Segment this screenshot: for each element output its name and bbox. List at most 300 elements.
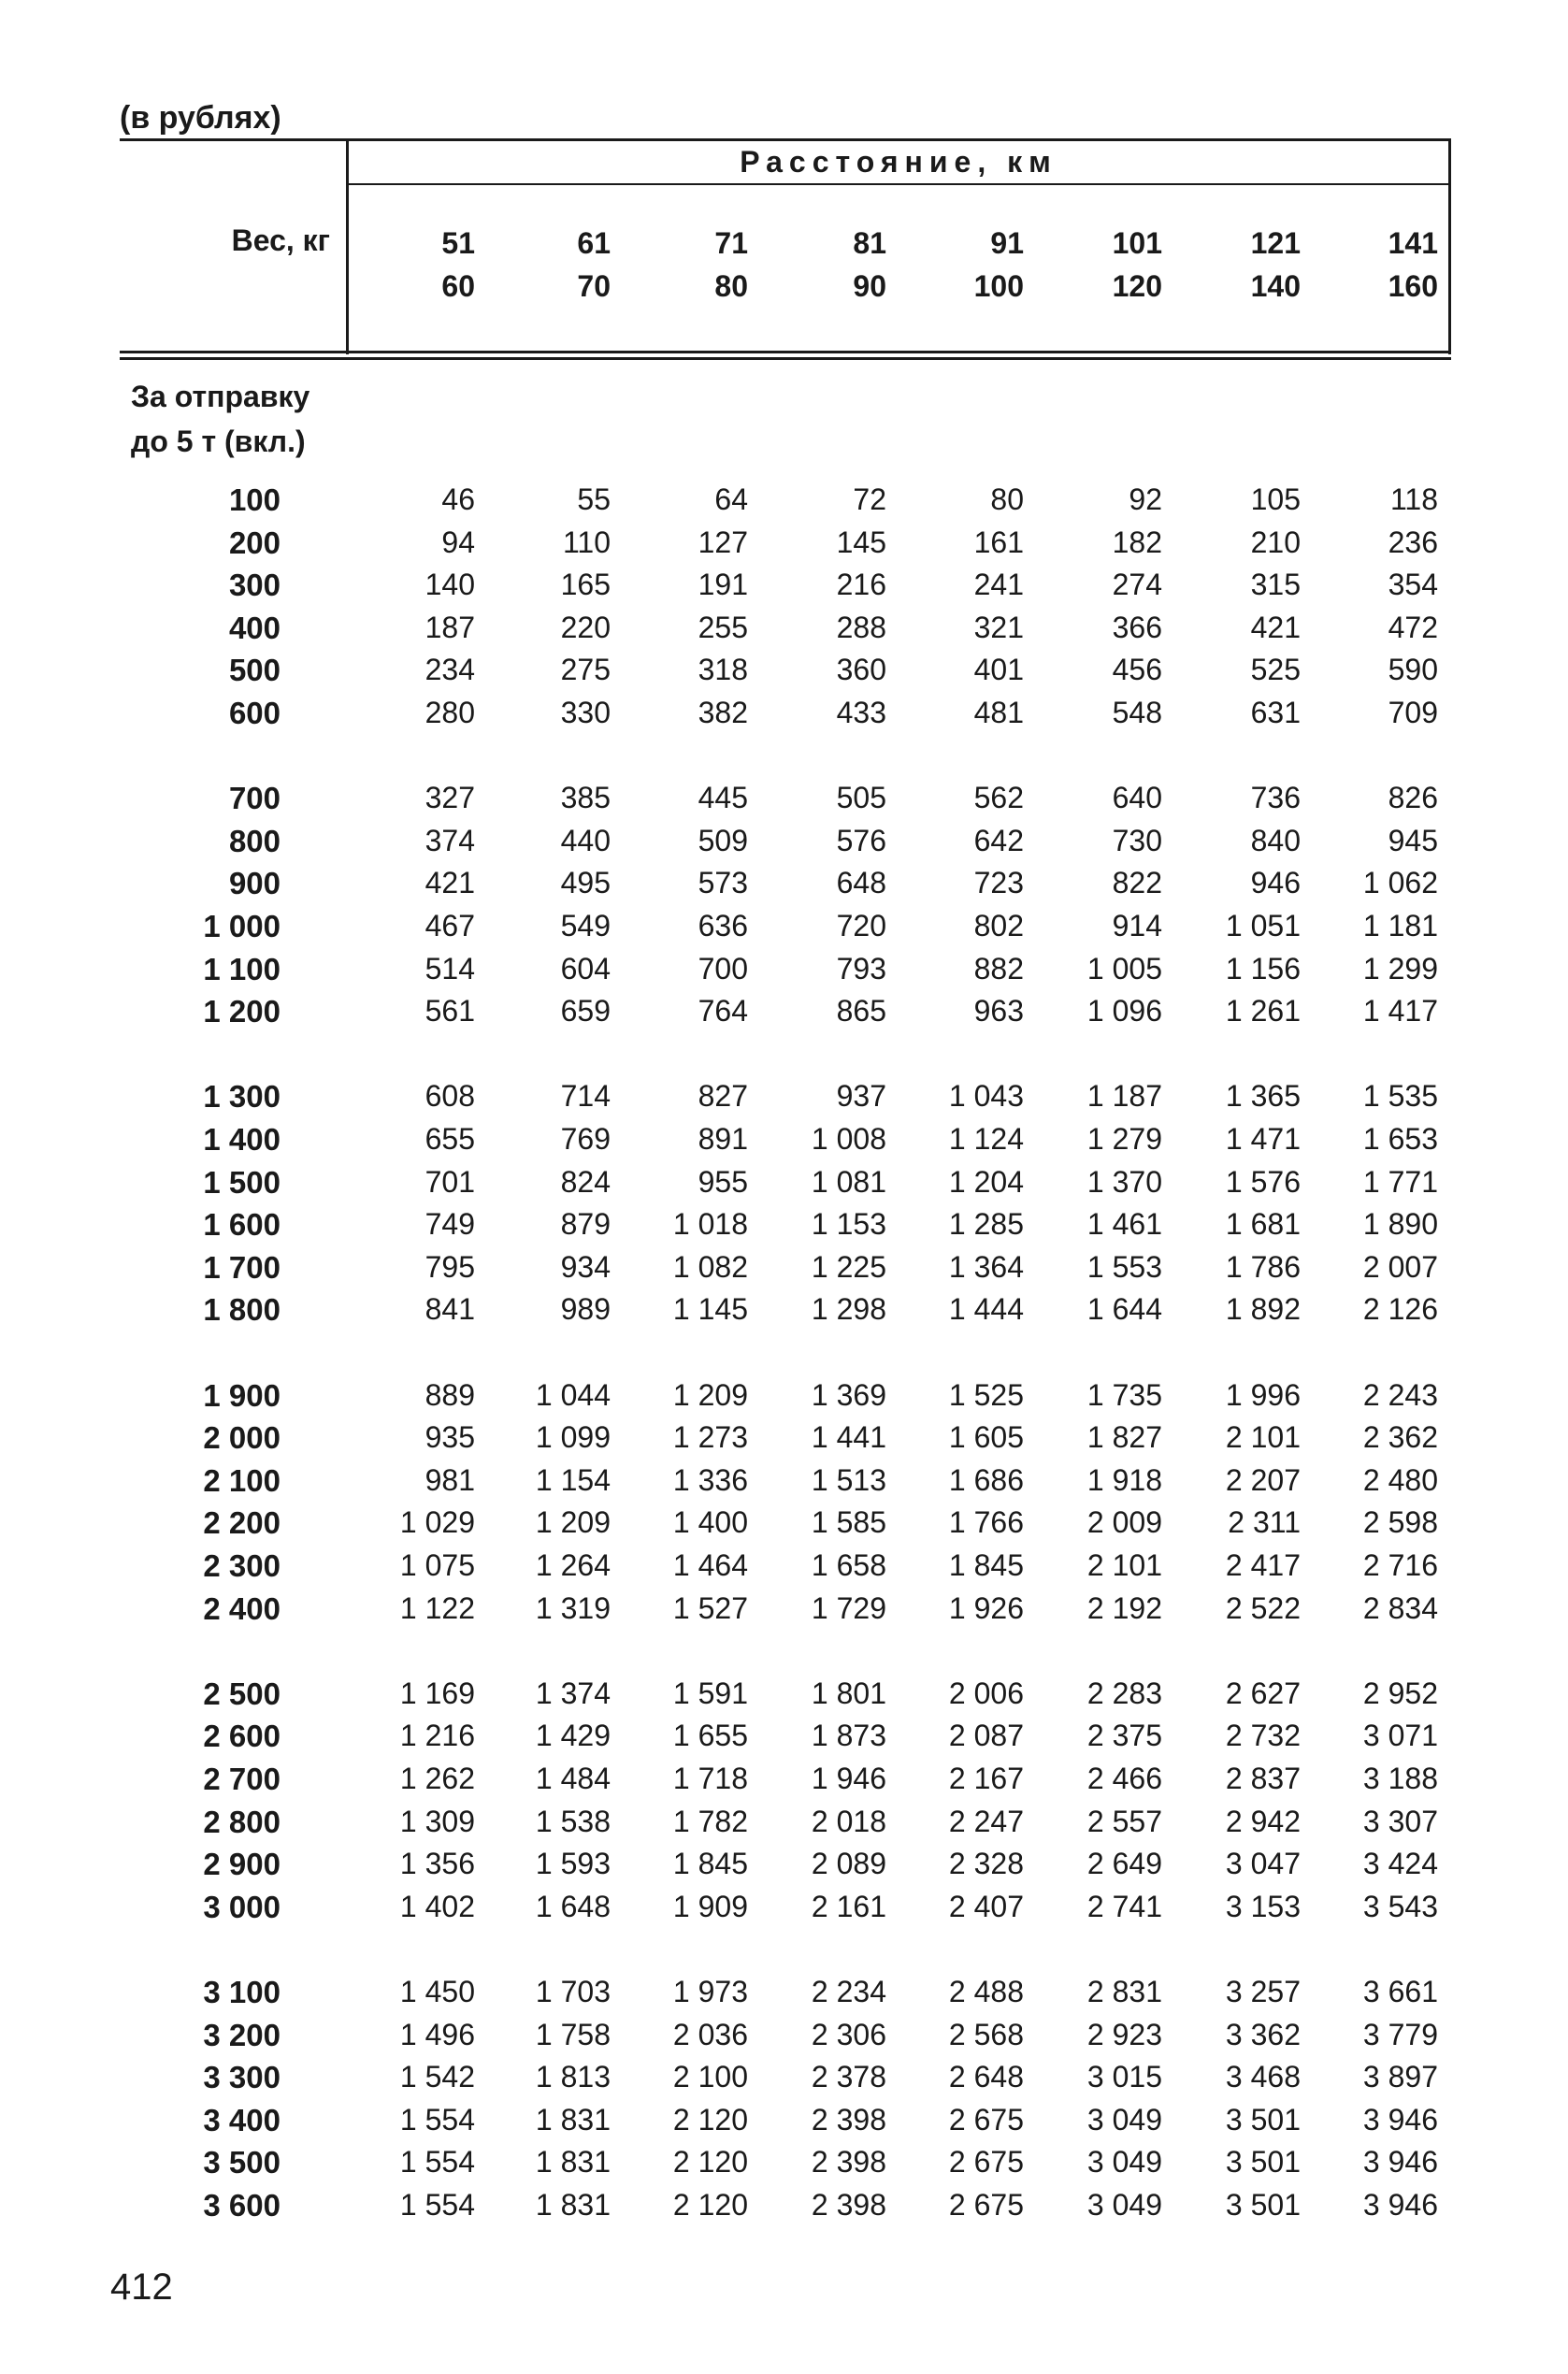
price-cell: 1 299 <box>1362 951 1438 986</box>
price-cell: 1 216 <box>399 1719 475 1753</box>
price-cell: 234 <box>424 653 475 687</box>
price-cell: 1 081 <box>811 1164 886 1199</box>
range-to: 120 <box>1112 269 1162 303</box>
price-cell: 421 <box>1250 610 1301 644</box>
price-cell: 2 923 <box>1086 2017 1162 2051</box>
price-cell: 3 049 <box>1086 2102 1162 2137</box>
price-cell: 1 169 <box>399 1676 475 1710</box>
range-from: 71 <box>714 226 748 260</box>
price-cell: 1 429 <box>535 1719 611 1753</box>
price-cell: 1 703 <box>535 1975 611 2008</box>
price-cell: 2 311 <box>1228 1505 1301 1540</box>
price-cell: 1 890 <box>1362 1207 1438 1242</box>
range-to: 140 <box>1250 269 1301 303</box>
weight-cell: 2 700 <box>203 1762 281 1796</box>
price-cell: 1 225 <box>811 1249 886 1284</box>
price-cell: 1 813 <box>535 2060 611 2094</box>
weight-cell: 2 500 <box>203 1676 281 1711</box>
price-cell: 2 834 <box>1362 1590 1438 1625</box>
price-cell: 1 996 <box>1225 1377 1301 1412</box>
price-cell: 826 <box>1388 781 1438 815</box>
weight-cell: 1 100 <box>203 951 281 986</box>
price-cell: 2 375 <box>1086 1719 1162 1753</box>
price-cell: 2 126 <box>1362 1292 1438 1327</box>
price-cell: 182 <box>1112 525 1162 559</box>
price-cell: 3 501 <box>1225 2188 1301 2222</box>
price-cell: 1 402 <box>399 1889 475 1923</box>
price-cell: 3 946 <box>1362 2102 1438 2137</box>
weight-cell: 600 <box>228 696 281 730</box>
price-cell: 2 675 <box>948 2102 1024 2137</box>
weight-cell: 3 600 <box>203 2188 281 2223</box>
price-cell: 655 <box>424 1122 475 1156</box>
price-cell: 1 204 <box>948 1164 1024 1199</box>
section-label-line2: до 5 т (вкл.) <box>131 424 306 458</box>
weight-cell: 1 000 <box>203 909 281 943</box>
price-cell: 2 398 <box>811 2102 886 2137</box>
weight-cell: 1 600 <box>203 1207 281 1243</box>
price-cell: 2 192 <box>1086 1590 1162 1625</box>
price-cell: 824 <box>560 1164 611 1199</box>
price-cell: 1 156 <box>1225 951 1301 986</box>
weight-cell: 900 <box>228 866 281 901</box>
distance-range-header <box>645 222 748 308</box>
price-cell: 3 946 <box>1362 2188 1438 2222</box>
price-cell: 1 075 <box>399 1548 475 1582</box>
price-cell: 1 187 <box>1086 1079 1162 1114</box>
distance-title-rule <box>346 183 1451 185</box>
price-cell: 1 729 <box>811 1590 886 1625</box>
price-cell: 2 675 <box>948 2145 1024 2180</box>
weight-cell: 200 <box>228 525 281 560</box>
distance-range-header <box>921 222 1024 308</box>
price-cell: 280 <box>424 696 475 729</box>
price-cell: 3 424 <box>1362 1847 1438 1881</box>
price-cell: 2 243 <box>1362 1377 1438 1412</box>
price-cell: 891 <box>698 1122 748 1156</box>
price-cell: 2 398 <box>811 2145 886 2180</box>
price-cell: 1 062 <box>1362 866 1438 900</box>
price-cell: 366 <box>1112 610 1162 644</box>
price-cell: 2 087 <box>948 1719 1024 1753</box>
price-cell: 191 <box>698 568 748 602</box>
weight-cell: 2 400 <box>203 1590 281 1626</box>
price-cell: 3 049 <box>1086 2188 1162 2222</box>
price-cell: 1 593 <box>535 1847 611 1881</box>
weight-cell: 2 000 <box>203 1420 281 1456</box>
weight-cell: 400 <box>228 610 281 645</box>
price-cell: 2 306 <box>811 2017 886 2051</box>
price-cell: 2 732 <box>1225 1719 1301 1753</box>
range-to: 90 <box>853 269 886 303</box>
price-cell: 709 <box>1388 696 1438 729</box>
price-cell: 1 285 <box>948 1207 1024 1242</box>
price-cell: 3 946 <box>1362 2145 1438 2180</box>
price-cell: 1 845 <box>672 1847 748 1881</box>
weight-cell: 2 800 <box>203 1804 281 1839</box>
price-cell: 315 <box>1250 568 1301 602</box>
price-cell: 1 605 <box>948 1420 1024 1455</box>
price-cell: 955 <box>698 1164 748 1199</box>
weight-cell: 1 500 <box>203 1164 281 1200</box>
price-cell: 1 444 <box>948 1292 1024 1327</box>
price-cell: 1 029 <box>399 1505 475 1540</box>
weight-cell: 2 100 <box>203 1462 281 1498</box>
price-cell: 1 374 <box>535 1676 611 1710</box>
price-cell: 421 <box>424 866 475 900</box>
price-cell: 736 <box>1250 781 1301 815</box>
price-cell: 1 124 <box>948 1122 1024 1156</box>
price-cell: 1 554 <box>399 2102 475 2137</box>
distance-range-header <box>1198 222 1301 308</box>
price-cell: 2 417 <box>1225 1548 1301 1582</box>
price-cell: 64 <box>714 482 748 516</box>
weight-cell: 3 300 <box>203 2060 281 2095</box>
price-cell: 1 827 <box>1086 1420 1162 1455</box>
price-cell: 1 535 <box>1362 1079 1438 1114</box>
price-cell: 55 <box>577 482 611 516</box>
distance-range-header <box>784 222 886 308</box>
price-cell: 822 <box>1112 866 1162 900</box>
price-cell: 165 <box>560 568 611 602</box>
price-cell: 1 309 <box>399 1804 475 1838</box>
price-cell: 467 <box>424 909 475 942</box>
header-right-border <box>1448 141 1451 354</box>
price-cell: 2 100 <box>672 2060 748 2094</box>
price-cell: 723 <box>973 866 1024 900</box>
price-cell: 1 831 <box>535 2102 611 2137</box>
price-cell: 981 <box>424 1462 475 1497</box>
price-cell: 2 120 <box>672 2188 748 2222</box>
price-cell: 590 <box>1388 653 1438 687</box>
price-cell: 2 207 <box>1225 1462 1301 1497</box>
weight-cell: 300 <box>228 568 281 603</box>
price-cell: 640 <box>1112 781 1162 815</box>
price-cell: 3 047 <box>1225 1847 1301 1881</box>
price-cell: 2 952 <box>1362 1676 1438 1710</box>
price-cell: 963 <box>973 994 1024 1029</box>
price-cell: 2 018 <box>811 1804 886 1838</box>
price-cell: 1 018 <box>672 1207 748 1242</box>
price-cell: 1 681 <box>1225 1207 1301 1242</box>
header-bottom-rule <box>120 351 1451 353</box>
price-cell: 1 461 <box>1086 1207 1162 1242</box>
price-cell: 1 043 <box>948 1079 1024 1114</box>
page-number: 412 <box>110 2266 173 2308</box>
price-cell: 187 <box>424 610 475 644</box>
section-label-line1: За отправку <box>131 380 310 413</box>
weight-cell: 2 600 <box>203 1719 281 1754</box>
price-cell: 2 328 <box>948 1847 1024 1881</box>
table-header <box>120 138 1451 362</box>
price-cell: 769 <box>560 1122 611 1156</box>
price-cell: 1 554 <box>399 2188 475 2222</box>
price-cell: 3 468 <box>1225 2060 1301 2094</box>
price-cell: 1 735 <box>1086 1377 1162 1412</box>
price-cell: 2 675 <box>948 2188 1024 2222</box>
price-cell: 94 <box>441 525 475 559</box>
price-cell: 720 <box>836 909 886 942</box>
price-cell: 2 522 <box>1225 1590 1301 1625</box>
price-cell: 1 181 <box>1362 909 1438 942</box>
range-from: 101 <box>1112 226 1162 260</box>
price-cell: 1 973 <box>672 1975 748 2008</box>
price-cell: 1 365 <box>1225 1079 1301 1114</box>
price-cell: 327 <box>424 781 475 815</box>
price-cell: 3 501 <box>1225 2145 1301 2180</box>
range-to: 80 <box>714 269 748 303</box>
price-cell: 827 <box>698 1079 748 1114</box>
price-cell: 1 145 <box>672 1292 748 1327</box>
price-cell: 1 370 <box>1086 1164 1162 1199</box>
price-cell: 3 897 <box>1362 2060 1438 2094</box>
range-to: 70 <box>577 269 611 303</box>
price-cell: 1 782 <box>672 1804 748 1838</box>
price-cell: 1 644 <box>1086 1292 1162 1327</box>
price-cell: 1 082 <box>672 1249 748 1284</box>
price-cell: 472 <box>1388 610 1438 644</box>
price-cell: 1 099 <box>535 1420 611 1455</box>
price-cell: 1 527 <box>672 1590 748 1625</box>
price-cell: 1 450 <box>399 1975 475 2008</box>
price-cell: 385 <box>560 781 611 815</box>
weight-cell: 1 700 <box>203 1249 281 1285</box>
range-from: 81 <box>853 226 886 260</box>
price-cell: 255 <box>698 610 748 644</box>
price-cell: 1 653 <box>1362 1122 1438 1156</box>
weight-cell: 1 900 <box>203 1377 281 1413</box>
header-bottom-rule-2 <box>120 357 1451 360</box>
price-cell: 1 264 <box>535 1548 611 1582</box>
price-cell: 3 501 <box>1225 2102 1301 2137</box>
price-cell: 80 <box>990 482 1024 516</box>
price-cell: 2 120 <box>672 2102 748 2137</box>
price-cell: 118 <box>1389 482 1438 516</box>
price-cell: 1 096 <box>1086 994 1162 1029</box>
price-cell: 914 <box>1112 909 1162 942</box>
price-cell: 1 153 <box>811 1207 886 1242</box>
price-cell: 2 831 <box>1086 1975 1162 2008</box>
range-from: 121 <box>1250 226 1301 260</box>
price-cell: 360 <box>836 653 886 687</box>
section-label <box>131 374 309 464</box>
price-cell: 2 101 <box>1225 1420 1301 1455</box>
price-cell: 2 942 <box>1225 1804 1301 1838</box>
price-cell: 210 <box>1250 525 1301 559</box>
price-cell: 241 <box>973 568 1024 602</box>
price-cell: 2 648 <box>948 2060 1024 2094</box>
price-cell: 576 <box>836 823 886 857</box>
price-cell: 433 <box>836 696 886 729</box>
price-cell: 2 378 <box>811 2060 886 2094</box>
price-cell: 1 464 <box>672 1548 748 1582</box>
price-cell: 1 209 <box>535 1505 611 1540</box>
weight-cell: 1 400 <box>203 1122 281 1157</box>
price-cell: 1 400 <box>672 1505 748 1540</box>
price-cell: 1 658 <box>811 1548 886 1582</box>
price-cell: 714 <box>560 1079 611 1114</box>
weight-cell: 1 800 <box>203 1292 281 1328</box>
price-cell: 1 801 <box>811 1676 886 1710</box>
price-cell: 935 <box>424 1420 475 1455</box>
weight-cell: 3 000 <box>203 1889 281 1924</box>
price-cell: 401 <box>973 653 1024 687</box>
price-cell: 802 <box>973 909 1024 942</box>
price-cell: 2 488 <box>948 1975 1024 2008</box>
price-cell: 216 <box>836 568 886 602</box>
price-cell: 1 298 <box>811 1292 886 1327</box>
price-cell: 1 513 <box>811 1462 886 1497</box>
price-cell: 642 <box>973 823 1024 857</box>
weight-cell: 500 <box>228 653 281 688</box>
price-cell: 841 <box>424 1292 475 1327</box>
price-cell: 1 918 <box>1086 1462 1162 1497</box>
price-cell: 2 837 <box>1225 1762 1301 1795</box>
price-cell: 481 <box>973 696 1024 729</box>
price-cell: 374 <box>424 823 475 857</box>
weight-cell: 3 100 <box>203 1975 281 2009</box>
price-cell: 1 279 <box>1086 1122 1162 1156</box>
weight-cell: 2 200 <box>203 1505 281 1541</box>
weight-cell: 1 300 <box>203 1079 281 1115</box>
price-cell: 1 648 <box>535 1889 611 1923</box>
price-cell: 1 364 <box>948 1249 1024 1284</box>
price-cell: 382 <box>698 696 748 729</box>
price-cell: 604 <box>560 951 611 986</box>
price-cell: 505 <box>836 781 886 815</box>
price-cell: 3 779 <box>1362 2017 1438 2051</box>
price-cell: 275 <box>560 653 611 687</box>
price-cell: 2 362 <box>1362 1420 1438 1455</box>
price-cell: 548 <box>1112 696 1162 729</box>
price-cell: 495 <box>560 866 611 900</box>
weight-cell: 100 <box>228 482 281 517</box>
weight-cell: 2 900 <box>203 1847 281 1882</box>
price-cell: 749 <box>424 1207 475 1242</box>
price-cell: 934 <box>560 1249 611 1284</box>
price-cell: 3 188 <box>1362 1762 1438 1795</box>
price-cell: 764 <box>698 994 748 1029</box>
price-cell: 1 369 <box>811 1377 886 1412</box>
price-cell: 2 036 <box>672 2017 748 2051</box>
price-cell: 1 771 <box>1362 1164 1438 1199</box>
price-cell: 562 <box>973 781 1024 815</box>
price-cell: 3 307 <box>1362 1804 1438 1838</box>
price-cell: 2 089 <box>811 1847 886 1881</box>
price-cell: 2 480 <box>1362 1462 1438 1497</box>
price-cell: 2 741 <box>1086 1889 1162 1923</box>
price-cell: 2 283 <box>1086 1676 1162 1710</box>
price-cell: 220 <box>560 610 611 644</box>
price-cell: 514 <box>424 951 475 986</box>
price-cell: 2 649 <box>1086 1847 1162 1881</box>
price-cell: 1 044 <box>535 1377 611 1412</box>
price-cell: 140 <box>424 568 475 602</box>
price-cell: 1 766 <box>948 1505 1024 1540</box>
distance-range-header <box>1335 222 1438 308</box>
price-cell: 1 909 <box>672 1889 748 1923</box>
price-cell: 793 <box>836 951 886 986</box>
price-cell: 2 568 <box>948 2017 1024 2051</box>
weight-cell: 1 200 <box>203 994 281 1029</box>
price-cell: 445 <box>698 781 748 815</box>
price-cell: 1 154 <box>535 1462 611 1497</box>
price-cell: 700 <box>698 951 748 986</box>
price-cell: 321 <box>973 610 1024 644</box>
weight-cell: 700 <box>228 781 281 816</box>
price-cell: 3 661 <box>1362 1975 1438 2008</box>
price-cell: 1 786 <box>1225 1249 1301 1284</box>
price-cell: 1 585 <box>811 1505 886 1540</box>
price-cell: 288 <box>836 610 886 644</box>
price-cell: 330 <box>560 696 611 729</box>
price-cell: 945 <box>1388 823 1438 857</box>
price-cell: 1 261 <box>1225 994 1301 1029</box>
price-cell: 573 <box>698 866 748 900</box>
price-cell: 840 <box>1250 823 1301 857</box>
price-cell: 1 831 <box>535 2145 611 2180</box>
price-cell: 1 262 <box>399 1762 475 1795</box>
price-cell: 3 257 <box>1225 1975 1301 2008</box>
price-cell: 110 <box>562 525 611 559</box>
range-from: 141 <box>1388 226 1438 260</box>
distance-range-header <box>1059 222 1162 308</box>
price-cell: 608 <box>424 1079 475 1114</box>
price-cell: 1 336 <box>672 1462 748 1497</box>
weight-cell: 3 500 <box>203 2145 281 2180</box>
price-cell: 631 <box>1250 696 1301 729</box>
price-cell: 354 <box>1388 568 1438 602</box>
price-cell: 1 758 <box>535 2017 611 2051</box>
price-cell: 2 247 <box>948 1804 1024 1838</box>
price-cell: 440 <box>560 823 611 857</box>
price-cell: 127 <box>698 525 748 559</box>
price-cell: 1 553 <box>1086 1249 1162 1284</box>
price-cell: 1 538 <box>535 1804 611 1838</box>
price-cell: 2 161 <box>811 1889 886 1923</box>
range-to: 100 <box>973 269 1024 303</box>
price-cell: 1 718 <box>672 1762 748 1795</box>
price-cell: 1 525 <box>948 1377 1024 1412</box>
price-cell: 730 <box>1112 823 1162 857</box>
price-cell: 549 <box>560 909 611 942</box>
weight-cell: 3 400 <box>203 2102 281 2137</box>
price-cell: 561 <box>424 994 475 1029</box>
price-cell: 882 <box>973 951 1024 986</box>
price-cell: 1 686 <box>948 1462 1024 1497</box>
price-cell: 2 006 <box>948 1676 1024 1710</box>
price-cell: 1 554 <box>399 2145 475 2180</box>
price-cell: 648 <box>836 866 886 900</box>
price-cell: 3 015 <box>1086 2060 1162 2094</box>
price-cell: 3 049 <box>1086 2145 1162 2180</box>
price-cell: 2 466 <box>1086 1762 1162 1795</box>
price-cell: 1 319 <box>535 1590 611 1625</box>
distance-range-header <box>508 222 611 308</box>
price-cell: 3 153 <box>1225 1889 1301 1923</box>
weight-cell: 3 200 <box>203 2017 281 2052</box>
price-cell: 946 <box>1250 866 1301 900</box>
price-cell: 1 484 <box>535 1762 611 1795</box>
price-cell: 937 <box>836 1079 886 1114</box>
price-cell: 456 <box>1112 653 1162 687</box>
price-cell: 1 892 <box>1225 1292 1301 1327</box>
price-cell: 72 <box>853 482 886 516</box>
price-cell: 1 209 <box>672 1377 748 1412</box>
price-cell: 145 <box>836 525 886 559</box>
price-cell: 236 <box>1388 525 1438 559</box>
price-cell: 1 655 <box>672 1719 748 1753</box>
